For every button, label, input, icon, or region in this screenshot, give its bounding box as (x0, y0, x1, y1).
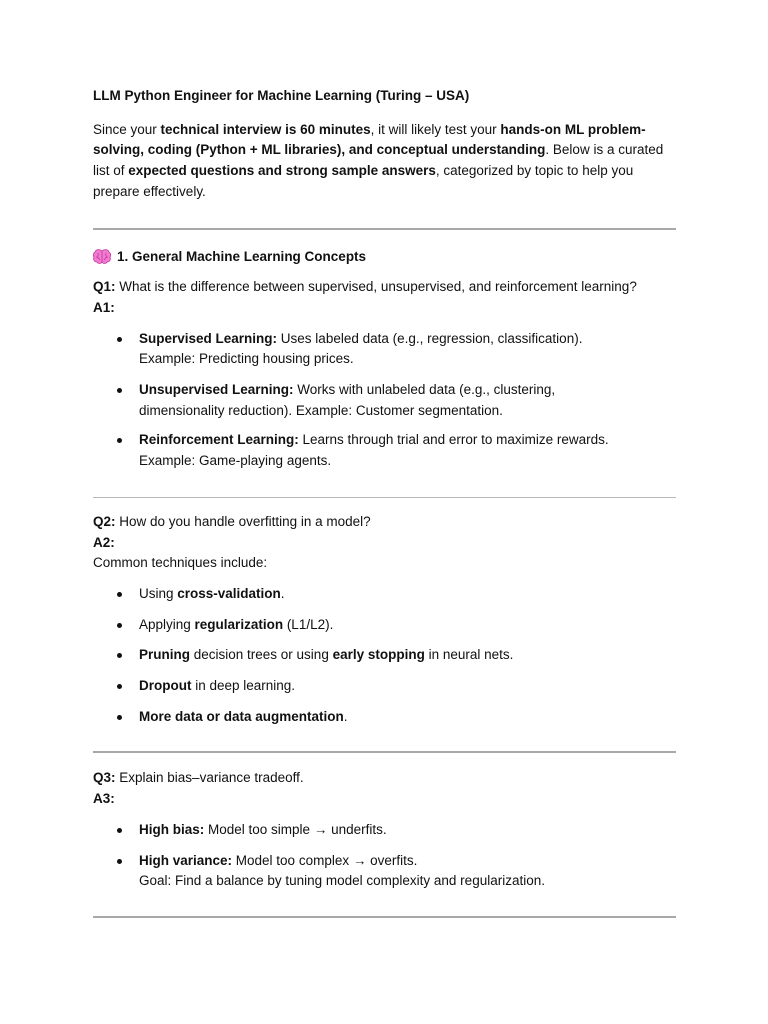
bullet (117, 653, 122, 658)
intro-text-2: , it will likely test your (370, 121, 501, 137)
item-bold: cross-validation (177, 585, 281, 601)
question-2 (93, 512, 676, 533)
answer-2-label (93, 533, 676, 554)
answer-1-list (93, 329, 676, 472)
bullet (117, 438, 122, 443)
intro-text-4: , categorized by topic to help you prepare effectively. (93, 163, 634, 199)
bullet (117, 388, 122, 393)
brain-icon (93, 249, 111, 265)
q1-label: Q1: (93, 279, 116, 295)
question-3 (93, 768, 676, 789)
list-item (93, 676, 676, 697)
intro-bold-2: hands-on ML problem-solving, coding (Python + ML libraries), and conceptual understanding (93, 121, 646, 158)
item-bold: Supervised Learning: (139, 330, 278, 346)
bullet (117, 828, 122, 833)
item-bold: early stopping (332, 647, 425, 663)
list-item (93, 615, 676, 636)
intro-text-1: Since your (93, 121, 161, 137)
item-text: Applying (139, 616, 195, 632)
divider (93, 497, 676, 498)
item-text: in neural nets. (424, 647, 514, 663)
q2-text: How do you handle overfitting in a model? (115, 513, 371, 529)
intro-paragraph (93, 120, 676, 203)
list-item (93, 584, 676, 605)
answer-3-label (93, 789, 676, 810)
item-bold: Pruning (139, 647, 190, 663)
item-bold: Reinforcement Learning: (139, 432, 299, 448)
answer-2-list (93, 584, 676, 728)
bullet (117, 337, 122, 342)
item-text: in deep learning. (191, 678, 296, 694)
list-item (93, 329, 676, 370)
bullet (117, 592, 122, 597)
bullet (117, 684, 122, 689)
list-item (93, 851, 676, 892)
answer-3-list (93, 820, 676, 892)
item-text: (L1/L2). (283, 616, 334, 632)
divider (93, 228, 676, 230)
item-text: Model too complex → overfits. (232, 852, 418, 868)
item-text: Model too simple → underfits. (204, 821, 387, 837)
bullet (117, 859, 122, 864)
document-title: LLM Python Engineer for Machine Learning (Turing – USA) (93, 88, 470, 103)
item-bold: Unsupervised Learning: (139, 382, 294, 398)
answer-1-label (93, 298, 676, 319)
item-bold: More data or data augmentation (139, 708, 344, 724)
a3-label: A3: (93, 791, 115, 807)
document-content (93, 86, 676, 918)
list-item (93, 707, 676, 728)
item-text: Works with unlabeled data (e.g., clustering, (293, 382, 556, 398)
q3-label: Q3: (93, 770, 116, 786)
item-text: . (343, 708, 348, 724)
section-heading (93, 247, 676, 268)
item-bold: Dropout (139, 678, 192, 694)
section-title: 1. General Machine Learning Concepts (117, 248, 367, 264)
item-bold: High variance: (139, 852, 233, 868)
item-text: Uses labeled data (e.g., regression, classification). (277, 330, 583, 346)
item-text: Learns through trial and error to maximize rewards. (298, 432, 609, 448)
list-item (93, 430, 676, 471)
divider (93, 751, 676, 753)
item-text: Using (139, 585, 178, 601)
item-text-2: Goal: Find a balance by tuning model complexity and regularization. (139, 873, 545, 889)
q3-text: Explain bias–variance tradeoff. (115, 770, 304, 786)
divider (93, 916, 676, 918)
list-item (93, 645, 676, 666)
item-text-2: Example: Game-playing agents. (139, 453, 332, 469)
list-item (93, 820, 676, 841)
item-text-2: dimensionality reduction). Example: Customer segmentation. (139, 402, 503, 418)
item-text-2: Example: Predicting housing prices. (139, 351, 354, 367)
item-text: decision trees or using (190, 647, 333, 663)
q2-label: Q2: (93, 513, 116, 529)
bullet (117, 715, 122, 720)
list-item (93, 380, 676, 421)
intro-text-3: . Below is a curated list of (93, 142, 664, 179)
bullet (117, 623, 122, 628)
a2-label: A2: (93, 534, 115, 550)
q1-text: What is the difference between supervised, unsupervised, and reinforcement learning? (115, 279, 637, 295)
item-bold: regularization (194, 616, 284, 632)
item-bold: High bias: (139, 821, 205, 837)
intro-bold-3: expected questions and strong sample answers (128, 163, 436, 179)
intro-bold-1: technical interview is 60 minutes (160, 121, 371, 137)
answer-2-lead: Common techniques include: (93, 555, 268, 571)
item-text: . (280, 585, 285, 601)
question-1 (93, 277, 676, 298)
a1-label: A1: (93, 299, 115, 315)
